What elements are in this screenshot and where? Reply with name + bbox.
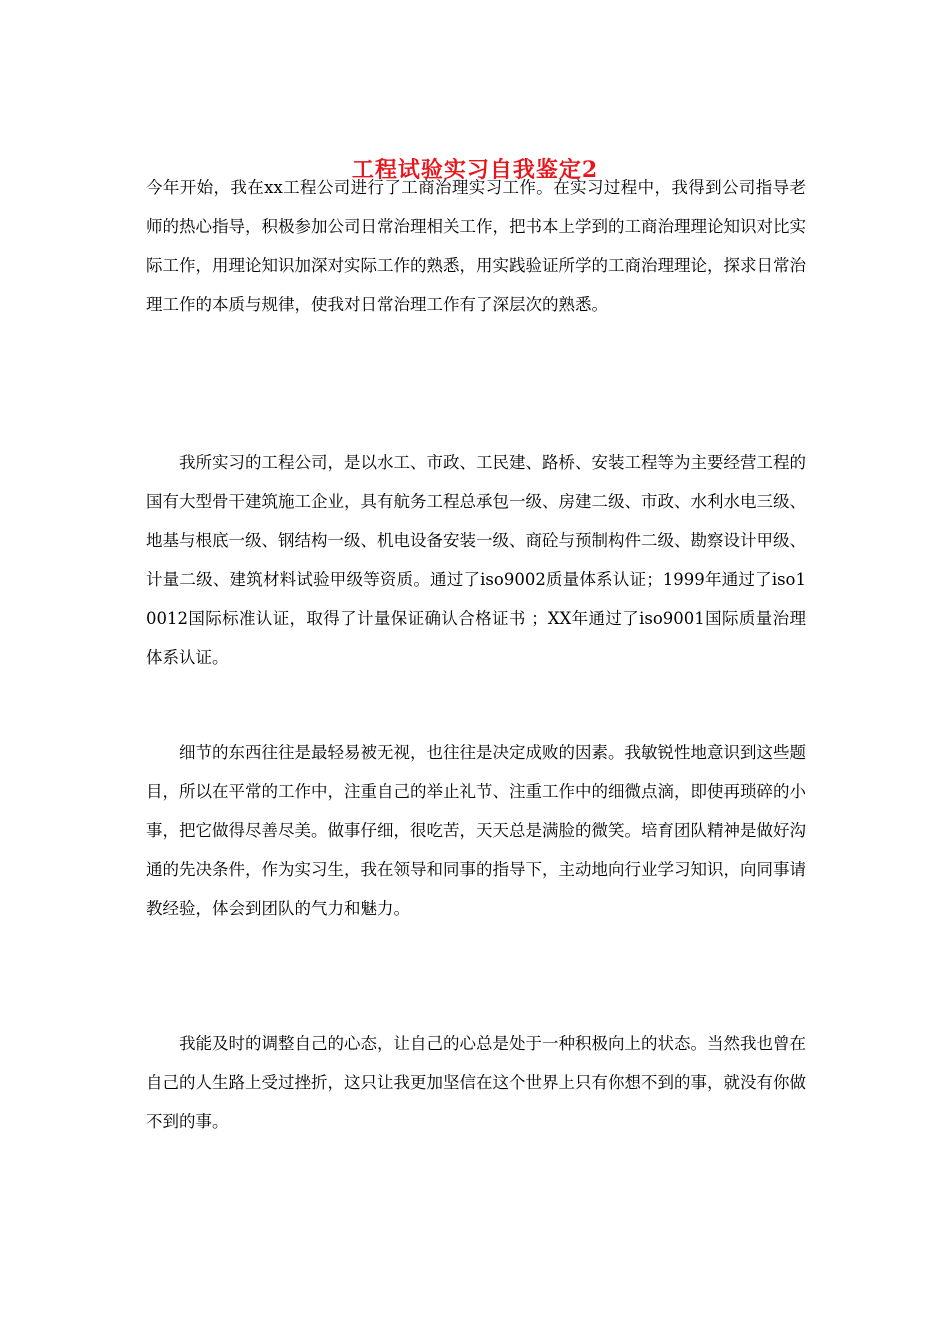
paragraph-2: 我所实习的工程公司，是以水工、市政、工民建、路桥、安装工程等为主要经营工程的国有大型骨干建筑施工企业，具有航务工程总承包一级、房建二级、市政、水利水电三级、地基与根底一级、钢结构一级、机电设备安装一级、商砼与预制构件二级、勘察设计甲级、计量二级、建筑材料试验甲级等资质。通过了iso9002质量体系认证；1999年通过了iso10012国际标准认证，取得了计量保证确认合格证书 ；XX年通过了iso9001国际质量治理体系认证。 [146,453,806,667]
paragraph-1: 今年开始，我在xx工程公司进行了工商治理实习工作。在实习过程中，我得到公司指导老师的热心指导，积极参加公司日常治理相关工作，把书本上学到的工商治理理论知识对比实际工作，用理论知识加深对实际工作的熟悉，用实践验证所学的工商治理理论，探求日常治理工作的本质与规律，使我对日常治理工作有了深层次的熟悉。 [146,178,806,314]
paragraph-3: 细节的东西往往是最轻易被无视，也往往是决定成败的因素。我敏锐性地意识到这些题目，所以在平常的工作中，注重自己的举止礼节、注重工作中的细微点滴，即使再琐碎的小事，把它做得尽善尽美。做事仔细，很吃苦，天天总是满脸的微笑。培育团队精神是做好沟通的先决条件，作为实习生，我在领导和同事的指导下，主动地向行业学习知识，向同事请教经验，体会到团队的气力和魅力。 [146,743,806,918]
document-title: 工程试验实习自我鉴定2 [351,157,599,183]
paragraph-4: 我能及时的调整自己的心态，让自己的心总是处于一种积极向上的状态。当然我也曾在自己的人生路上受过挫折，这只让我更加坚信在这个世界上只有你想不到的事，就没有你做不到的事。 [146,1034,806,1131]
